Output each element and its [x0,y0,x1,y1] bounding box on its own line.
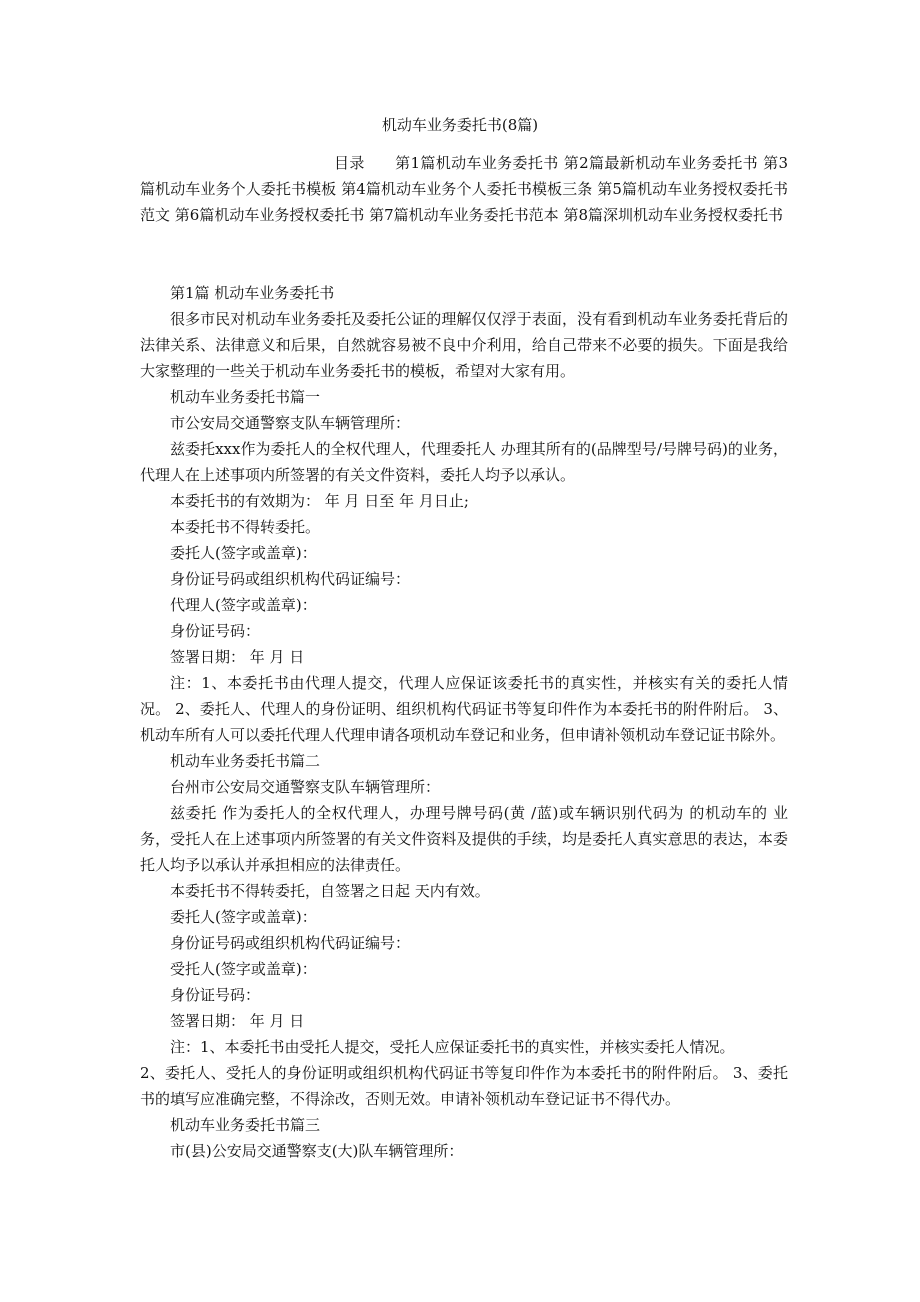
body-paragraph: 兹委托xxx作为委托人的全权代理人，代理委托人 办理其所有的(品牌型号/号牌号码)的业务，代理人在上述事项内所签署的有关文件资料，委托人均予以承认。 [140,440,788,484]
body-paragraph: 兹委托 作为委托人的全权代理人，办理号牌号码(黄 /蓝)或车辆识别代码为 的机动车的 业务，受托人在上述事项内所签署的有关文件资料及提供的手续，均是委托人真实意思的表达，本委托人均予以承认并承担相应的法律责任。 [140,804,788,874]
document-body [140,280,788,1164]
subheading: 机动车业务委托书篇三 [170,1116,321,1134]
form-field-line: 身份证号码： [170,986,261,1004]
document-title: 机动车业务委托书(8篇) [381,116,539,134]
subheading: 机动车业务委托书篇一 [170,388,321,406]
form-field-line: 委托人(签字或盖章)： [170,908,317,926]
note-paragraph: 注：1、本委托书由受托人提交，受托人应保证委托书的真实性，并核实委托人情况。 [170,1038,735,1056]
addressee: 台州市公安局交通警察支队车辆管理所： [170,778,441,796]
addressee: 市公安局交通警察支队车辆管理所： [170,414,411,432]
toc-item-2: 第2篇最新机动车业务委托书 [563,154,758,172]
form-field-line: 签署日期： 年 月 日 [170,648,305,666]
toc-item-1: 第1篇机动车业务委托书 [394,154,559,172]
form-field-line: 签署日期： 年 月 日 [170,1012,305,1030]
toc-item-5: 第5篇机动车业务授权委托书范文 [140,180,788,224]
form-field-line: 身份证号码： [170,622,261,640]
body-line: 本委托书不得转委托，自签署之日起 天内有效。 [170,882,490,900]
addressee: 市(县)公安局交通警察支(大)队车辆管理所： [170,1142,464,1160]
note-paragraph: 注：1、本委托书由代理人提交，代理人应保证该委托书的真实性，并核实有关的委托人情况。 2、委托人、代理人的身份证明、组织机构代码证书等复印件作为本委托书的附件附后。 3、机动车所有人可以委托代理人代理申请各项机动车登记和业务，但申请补领机动车登记证书除外。 [140,674,788,744]
body-line: 本委托书的有效期为： 年 月 日至 年 月日止; [170,492,469,510]
form-field-line: 委托人(签字或盖章)： [170,544,317,562]
form-field-line: 身份证号码或组织机构代码证编号： [170,570,411,588]
toc-label: 目录 [334,154,365,172]
form-field-line: 代理人(签字或盖章)： [170,596,317,614]
table-of-contents [140,150,788,228]
form-field-line: 身份证号码或组织机构代码证编号： [170,934,411,952]
toc-item-8: 第8篇深圳机动车业务授权委托书 [563,206,783,224]
intro-paragraph: 很多市民对机动车业务委托及委托公证的理解仅仅浮于表面，没有看到机动车业务委托背后的法律关系、法律意义和后果，自然就容易被不良中介利用，给自己带来不必要的损失。下面是我给大家整理的一些关于机动车业务委托书的模板，希望对大家有用。 [140,310,788,380]
note-paragraph: 2、委托人、受托人的身份证明或组织机构代码证书等复印件作为本委托书的附件附后。 3、委托书的填写应准确完整，不得涂改，否则无效。申请补领机动车登记证书不得代办。 [140,1064,788,1108]
toc-item-4: 第4篇机动车业务个人委托书模板三条 [341,180,593,198]
body-line: 本委托书不得转委托。 [170,518,321,536]
toc-item-3: 第3篇机动车业务个人委托书模板 [140,154,788,198]
section-heading: 第1篇 机动车业务委托书 [170,284,335,302]
form-field-line: 受托人(签字或盖章)： [170,960,317,978]
toc-item-6: 第6篇机动车业务授权委托书 [174,206,365,224]
toc-item-7: 第7篇机动车业务委托书范本 [369,206,559,224]
subheading: 机动车业务委托书篇二 [170,752,321,770]
